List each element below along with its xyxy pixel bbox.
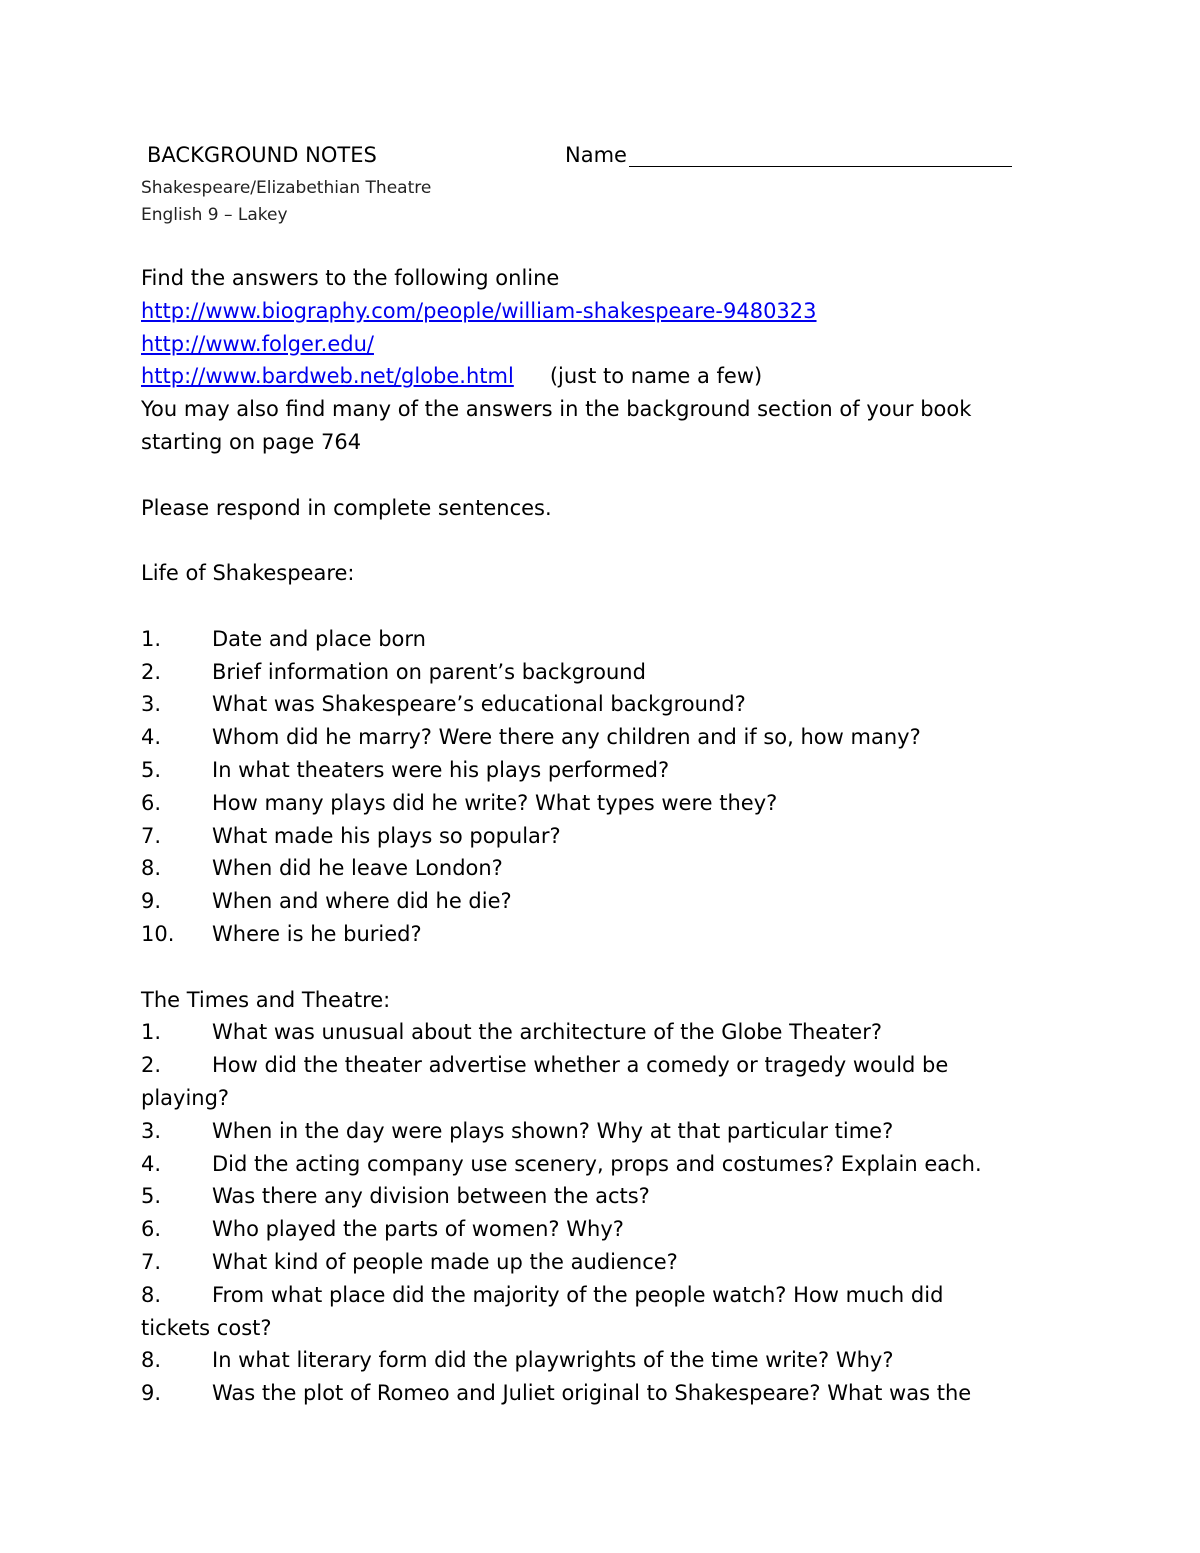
list-item: 3. What was Shakespeare’s educational background? (141, 692, 746, 717)
list-item: 1. Date and place born (141, 626, 426, 651)
list-item: 6. Who played the parts of women? Why? (141, 1217, 624, 1242)
find-answers-text: Find the answers to the following online (141, 266, 560, 290)
list-item-continuation: playing? (141, 1085, 230, 1110)
list-item: 9. When and where did he die? (141, 889, 512, 914)
list-item: 1. What was unusual about the architecture of the Globe Theater? (141, 1020, 883, 1045)
list-item: 9. Was the plot of Romeo and Juliet original to Shakespeare? What was the (141, 1381, 972, 1406)
list-item: 7. What kind of people made up the audience? (141, 1249, 678, 1274)
list-item: 7. What made his plays so popular? (141, 823, 561, 848)
link-biography[interactable]: http://www.biography.com/people/william-shakespeare-9480323 (141, 298, 817, 323)
list-item: 4. Did the acting company use scenery, props and costumes? Explain each. (141, 1151, 982, 1176)
life-questions-list (141, 623, 1041, 951)
times-questions-list (141, 1016, 1041, 1410)
link-folger[interactable]: http://www.folger.edu/ (141, 331, 374, 356)
list-item: 4. Whom did he marry? Were there any children and if so, how many? (141, 725, 921, 750)
name-label: Name (565, 143, 627, 167)
times-heading: The Times and Theatre: (141, 987, 391, 1012)
list-item: 10. Where is he buried? (141, 921, 422, 946)
respond-instruction: Please respond in complete sentences. (141, 495, 552, 520)
list-item: 5. In what theaters were his plays performed? (141, 757, 670, 782)
worksheet-title: BACKGROUND NOTES (147, 143, 377, 167)
course-label: English 9 – Lakey (141, 205, 288, 225)
book-note-line-2: starting on page 764 (141, 429, 362, 454)
list-item-continuation: tickets cost? (141, 1315, 272, 1340)
link-bardweb[interactable]: http://www.bardweb.net/globe.html (141, 364, 514, 389)
name-field (565, 143, 1012, 167)
list-item: 2. How did the theater advertise whether a comedy or tragedy would be (141, 1053, 949, 1078)
name-blank-line (629, 146, 1012, 167)
worksheet-body (141, 262, 1041, 1410)
worksheet-subtitle: Shakespeare/Elizabethian Theatre (141, 178, 432, 198)
links-note: (just to name a few) (549, 364, 763, 389)
list-item: 8. In what literary form did the playwrights of the time write? Why? (141, 1348, 894, 1373)
list-item: 3. When in the day were plays shown? Why at that particular time? (141, 1118, 894, 1143)
book-note-line-1: You may also find many of the answers in the background section of your book (141, 397, 972, 422)
list-item: 5. Was there any division between the acts? (141, 1184, 650, 1209)
list-item: 2. Brief information on parent’s background (141, 659, 646, 684)
list-item: 6. How many plays did he write? What types were they? (141, 790, 778, 815)
list-item: 8. From what place did the majority of the people watch? How much did (141, 1282, 944, 1307)
life-heading: Life of Shakespeare: (141, 561, 355, 586)
list-item: 8. When did he leave London? (141, 856, 503, 881)
